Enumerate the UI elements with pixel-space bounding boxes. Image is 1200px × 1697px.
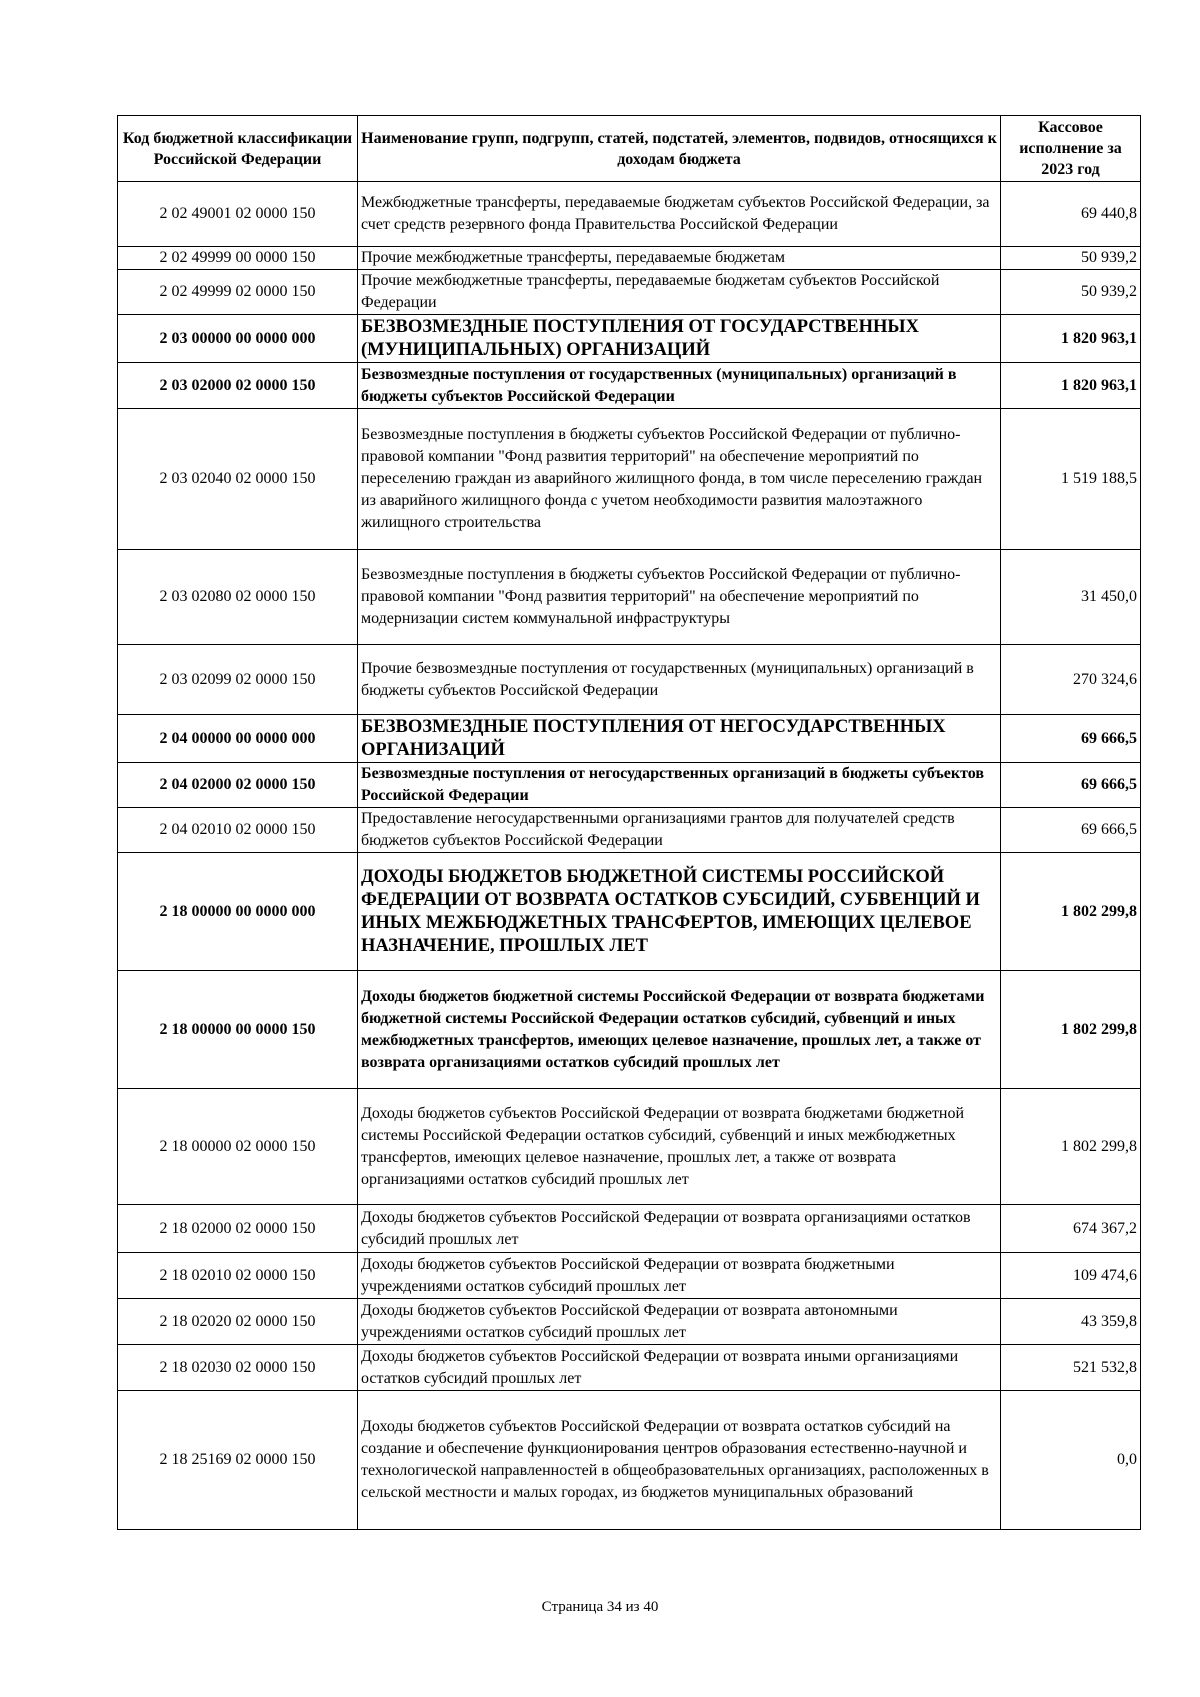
row-name: Межбюджетные трансферты, передаваемые бюджетам субъектов Российской Федерации, за счет средств резервного фонда Правительства Российской Федерации: [358, 182, 1001, 247]
row-code: 2 18 00000 00 0000 000: [118, 853, 358, 971]
row-name: Доходы бюджетов субъектов Российской Федерации от возврата бюджетами бюджетной системы Российской Федерации остатков субсидий, субвенций и иных межбюджетных трансфертов, имеющих целевое назначение, прошлых лет, а также от возврата организациями остатков субсидий прошлых лет: [358, 1089, 1001, 1205]
table-row: [118, 853, 1141, 971]
table-row: [118, 409, 1141, 550]
row-code: 2 04 00000 00 0000 000: [118, 715, 358, 763]
row-value: 43 359,8: [1001, 1299, 1141, 1345]
row-name: Безвозмездные поступления от государственных (муниципальных) организаций в бюджеты субъектов Российской Федерации: [358, 363, 1001, 409]
row-name: Доходы бюджетов субъектов Российской Федерации от возврата остатков субсидий на создание и обеспечение функционирования центров образования естественно-научной и технологической направленностей в общеобразовательных организациях, расположенных в сельской местности и малых городах, из бюджетов муниципальных образований: [358, 1391, 1001, 1530]
table-row: [118, 182, 1141, 247]
row-value: 69 666,5: [1001, 763, 1141, 808]
row-value: 1 802 299,8: [1001, 853, 1141, 971]
revenue-table: [117, 115, 1141, 1530]
table-header-row: [118, 116, 1141, 182]
row-name: Доходы бюджетов субъектов Российской Федерации от возврата автономными учреждениями остатков субсидий прошлых лет: [358, 1299, 1001, 1345]
row-code: 2 04 02010 02 0000 150: [118, 808, 358, 853]
row-value: 1 519 188,5: [1001, 409, 1141, 550]
row-value: 1 802 299,8: [1001, 1089, 1141, 1205]
row-name: Прочие межбюджетные трансферты, передаваемые бюджетам: [358, 247, 1001, 270]
table-row: [118, 315, 1141, 363]
row-name: Доходы бюджетов субъектов Российской Федерации от возврата иными организациями остатков субсидий прошлых лет: [358, 1345, 1001, 1391]
header-code: Код бюджетной классификации Российской Федерации: [118, 116, 358, 182]
row-code: 2 02 49999 00 0000 150: [118, 247, 358, 270]
row-code: 2 18 02010 02 0000 150: [118, 1253, 358, 1299]
row-name: Безвозмездные поступления в бюджеты субъектов Российской Федерации от публично-правовой компании "Фонд развития территорий" на обеспечение мероприятий по переселению граждан из аварийного жилищного фонда, в том числе переселению граждан из аварийного жилищного фонда с учетом необходимости развития малоэтажного жилищного строительства: [358, 409, 1001, 550]
row-value: 1 820 963,1: [1001, 315, 1141, 363]
row-value: 0,0: [1001, 1391, 1141, 1530]
table-row: [118, 1205, 1141, 1253]
row-name: Доходы бюджетов субъектов Российской Федерации от возврата бюджетными учреждениями остатков субсидий прошлых лет: [358, 1253, 1001, 1299]
page-number: Страница 34 из 40: [541, 1599, 659, 1615]
row-value: 109 474,6: [1001, 1253, 1141, 1299]
row-name: Прочие безвозмездные поступления от государственных (муниципальных) организаций в бюджеты субъектов Российской Федерации: [358, 645, 1001, 715]
row-value: 270 324,6: [1001, 645, 1141, 715]
row-name: Предоставление негосударственными организациями грантов для получателей средств бюджетов субъектов Российской Федерации: [358, 808, 1001, 853]
table-row: [118, 550, 1141, 645]
row-value: 1 802 299,8: [1001, 971, 1141, 1089]
header-value: Кассовое исполнение за 2023 год: [1001, 116, 1141, 182]
row-code: 2 18 00000 00 0000 150: [118, 971, 358, 1089]
table-row: [118, 715, 1141, 763]
row-code: 2 03 00000 00 0000 000: [118, 315, 358, 363]
table-row: [118, 1253, 1141, 1299]
table-row: [118, 763, 1141, 808]
row-value: 50 939,2: [1001, 247, 1141, 270]
row-value: 31 450,0: [1001, 550, 1141, 645]
row-name: ДОХОДЫ БЮДЖЕТОВ БЮДЖЕТНОЙ СИСТЕМЫ РОССИЙСКОЙ ФЕДЕРАЦИИ ОТ ВОЗВРАТА ОСТАТКОВ СУБСИДИЙ, СУБВЕНЦИЙ И ИНЫХ МЕЖБЮДЖЕТНЫХ ТРАНСФЕРТОВ, ИМЕЮЩИХ ЦЕЛЕВОЕ НАЗНАЧЕНИЕ, ПРОШЛЫХ ЛЕТ: [358, 853, 1001, 971]
table-row: [118, 1391, 1141, 1530]
table-row: [118, 247, 1141, 270]
row-code: 2 18 02030 02 0000 150: [118, 1345, 358, 1391]
row-name: БЕЗВОЗМЕЗДНЫЕ ПОСТУПЛЕНИЯ ОТ ГОСУДАРСТВЕННЫХ (МУНИЦИПАЛЬНЫХ) ОРГАНИЗАЦИЙ: [358, 315, 1001, 363]
table-row: [118, 808, 1141, 853]
header-name: Наименование групп, подгрупп, статей, подстатей, элементов, подвидов, относящихся к доходам бюджета: [358, 116, 1001, 182]
table-row: [118, 270, 1141, 315]
row-value: 69 666,5: [1001, 715, 1141, 763]
row-name: Прочие межбюджетные трансферты, передаваемые бюджетам субъектов Российской Федерации: [358, 270, 1001, 315]
row-code: 2 18 00000 02 0000 150: [118, 1089, 358, 1205]
row-code: 2 03 02000 02 0000 150: [118, 363, 358, 409]
row-code: 2 03 02099 02 0000 150: [118, 645, 358, 715]
row-value: 69 440,8: [1001, 182, 1141, 247]
table-row: [118, 645, 1141, 715]
table-row: [118, 363, 1141, 409]
row-code: 2 02 49001 02 0000 150: [118, 182, 358, 247]
row-code: 2 18 02000 02 0000 150: [118, 1205, 358, 1253]
row-code: 2 04 02000 02 0000 150: [118, 763, 358, 808]
table-row: [118, 1345, 1141, 1391]
table-row: [118, 1299, 1141, 1345]
table-row: [118, 971, 1141, 1089]
row-code: 2 03 02040 02 0000 150: [118, 409, 358, 550]
row-name: Безвозмездные поступления в бюджеты субъектов Российской Федерации от публично-правовой компании "Фонд развития территорий" на обеспечение мероприятий по модернизации систем коммунальной инфраструктуры: [358, 550, 1001, 645]
row-code: 2 18 02020 02 0000 150: [118, 1299, 358, 1345]
row-code: 2 18 25169 02 0000 150: [118, 1391, 358, 1530]
row-name: Безвозмездные поступления от негосударственных организаций в бюджеты субъектов Российской Федерации: [358, 763, 1001, 808]
row-value: 69 666,5: [1001, 808, 1141, 853]
row-name: Доходы бюджетов бюджетной системы Российской Федерации от возврата бюджетами бюджетной системы Российской Федерации остатков субсидий, субвенций и иных межбюджетных трансфертов, имеющих целевое назначение, прошлых лет, а также от возврата организациями остатков субсидий прошлых лет: [358, 971, 1001, 1089]
row-code: 2 02 49999 02 0000 150: [118, 270, 358, 315]
row-value: 674 367,2: [1001, 1205, 1141, 1253]
row-value: 521 532,8: [1001, 1345, 1141, 1391]
row-value: 1 820 963,1: [1001, 363, 1141, 409]
table-row: [118, 1089, 1141, 1205]
row-name: Доходы бюджетов субъектов Российской Федерации от возврата организациями остатков субсидий прошлых лет: [358, 1205, 1001, 1253]
row-value: 50 939,2: [1001, 270, 1141, 315]
row-name: БЕЗВОЗМЕЗДНЫЕ ПОСТУПЛЕНИЯ ОТ НЕГОСУДАРСТВЕННЫХ ОРГАНИЗАЦИЙ: [358, 715, 1001, 763]
row-code: 2 03 02080 02 0000 150: [118, 550, 358, 645]
